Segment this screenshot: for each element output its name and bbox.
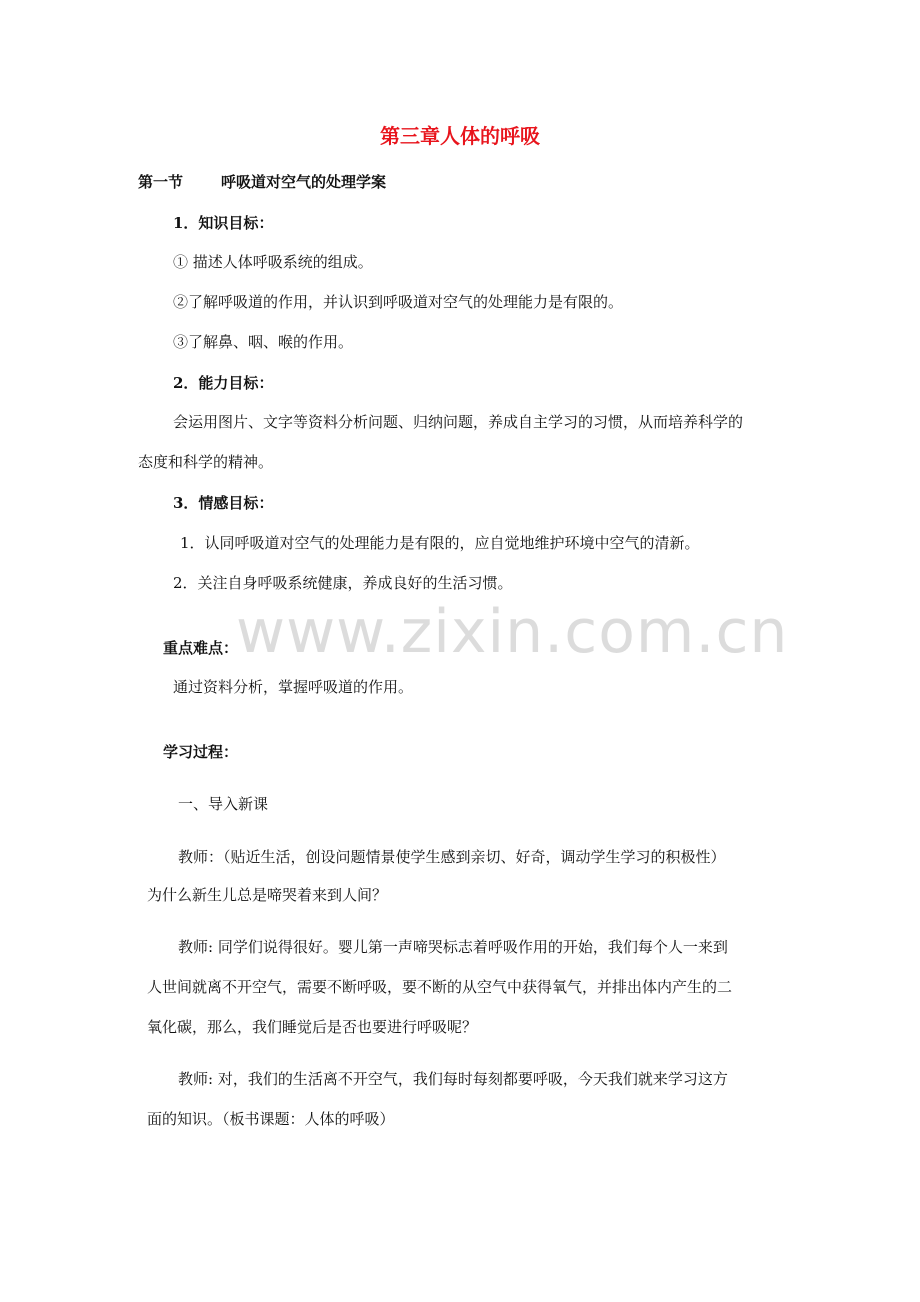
paragraph-1-line-2: 为什么新生儿总是啼哭着来到人间？	[147, 886, 388, 904]
knowledge-goal-item-1: ① 描述人体呼吸系统的组成。	[173, 253, 373, 271]
intro-heading: 一、导入新课	[178, 795, 269, 813]
emotion-goal-item-2: 2．关注自身呼吸系统健康，养成良好的生活习惯。	[173, 574, 513, 592]
section-heading	[138, 172, 386, 192]
paragraph-3-line-2: 面的知识。（板书课题：人体的呼吸）	[147, 1110, 395, 1128]
section-number: 第一节	[138, 173, 184, 191]
process-heading: 学习过程：	[163, 743, 239, 761]
paragraph-1-line-1: 教师：（贴近生活，创设问题情景使学生感到亲切、好奇，调动学生学习的积极性）	[178, 848, 726, 866]
emotion-goal-item-1: 1．认同呼吸道对空气的处理能力是有限的，应自觉地维护环境中空气的清新。	[180, 534, 700, 552]
paragraph-3-line-1: 教师: 对，我们的生活离不开空气，我们每时每刻都要呼吸，今天我们就来学习这方	[178, 1070, 728, 1088]
knowledge-goal-item-2: ②了解呼吸道的作用，并认识到呼吸道对空气的处理能力是有限的。	[173, 293, 624, 311]
paragraph-2-line-2: 人世间就离不开空气，需要不断呼吸，要不断的从空气中获得氧气，并排出体内产生的二	[147, 978, 733, 996]
ability-goal-heading: 2．能力目标：	[173, 374, 274, 392]
key-points-text: 通过资料分析，掌握呼吸道的作用。	[173, 678, 414, 696]
paragraph-2-line-3: 氧化碳，那么，我们睡觉后是否也要进行呼吸呢？	[147, 1018, 478, 1036]
knowledge-goal-item-3: ③了解鼻、咽、喉的作用。	[173, 333, 354, 351]
chapter-title: 第三章人体的呼吸	[380, 124, 540, 148]
watermark: www.zixin.com.cn	[236, 597, 789, 667]
knowledge-goal-heading: 1．知识目标：	[173, 214, 274, 232]
ability-goal-line-2: 态度和科学的精神。	[138, 453, 274, 471]
ability-goal-line-1: 会运用图片、文字等资料分析问题、归纳问题，养成自主学习的习惯，从而培养科学的	[173, 413, 744, 431]
paragraph-2-line-1: 教师: 同学们说得很好。婴儿第一声啼哭标志着呼吸作用的开始，我们每个人一来到	[178, 938, 728, 956]
key-points-heading: 重点难点：	[163, 639, 239, 657]
section-name: 呼吸道对空气的处理学案	[221, 173, 387, 191]
emotion-goal-heading: 3．情感目标：	[173, 494, 274, 512]
